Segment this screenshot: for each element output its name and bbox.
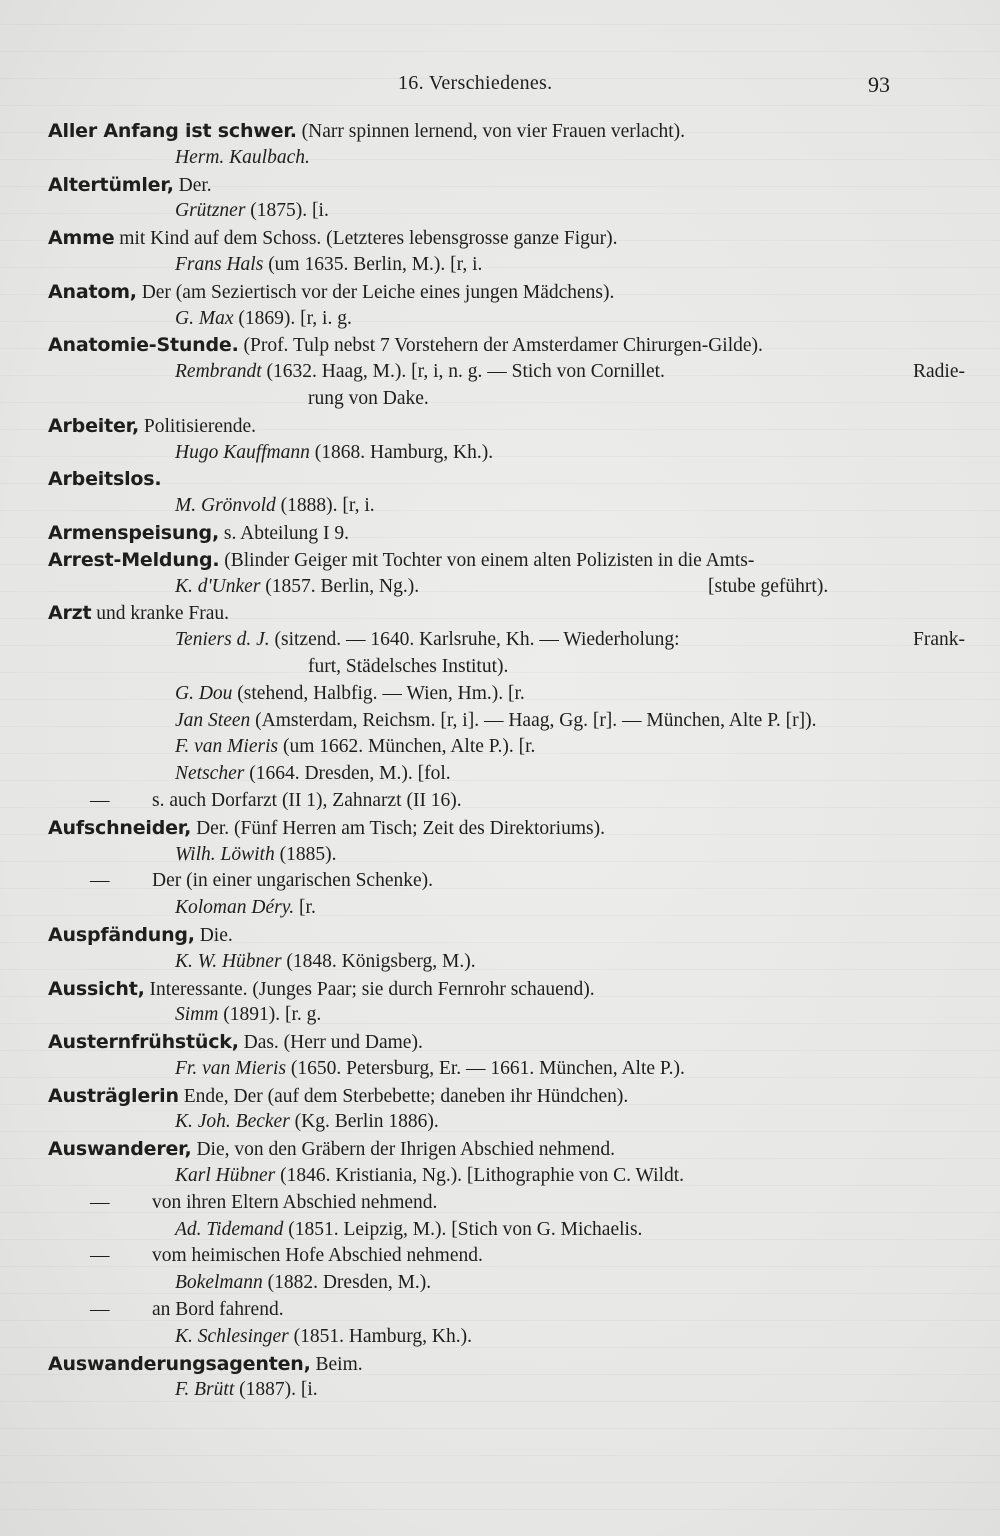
- citation-text: (1887). [i.: [234, 1379, 318, 1401]
- artist-name: M. Grönvold: [175, 495, 276, 517]
- repeat-dash: —: [90, 1299, 110, 1321]
- entry-subentry-line: [48, 1190, 928, 1217]
- entry-description: und kranke Frau.: [91, 603, 229, 625]
- headword: Auswanderungsagenten,: [48, 1352, 311, 1375]
- entry-citation-line: [48, 1002, 928, 1029]
- artist-name: Karl Hübner: [175, 1165, 276, 1187]
- citation-text: (1650. Petersburg, Er. — 1661. München, Alte P.).: [286, 1057, 685, 1079]
- citation-text: (1869). [r, i. g.: [233, 307, 352, 329]
- artist-name: Teniers d. J.: [175, 629, 270, 651]
- entry-description: Das. (Herr und Dame).: [238, 1032, 423, 1054]
- artist-name: Herm. Kaulbach.: [175, 146, 310, 168]
- headword: Aufschneider,: [48, 816, 192, 839]
- citation-text: (1848. Königsberg, M.).: [281, 950, 476, 972]
- entry-head-line: [48, 1083, 928, 1110]
- entry-citation-line: [48, 1056, 928, 1083]
- entry-citation-line: [48, 1324, 928, 1351]
- citation-text: (stehend, Halbfig. — Wien, Hm.). [r.: [232, 682, 525, 704]
- entry-head-line: [48, 1136, 928, 1163]
- subentry-text: an Bord fahrend.: [152, 1299, 284, 1321]
- entry-description: Der. (Fünf Herren am Tisch; Zeit des Direktoriums).: [191, 817, 605, 839]
- entry-citation-line: [48, 493, 928, 520]
- entry-description: s. Abteilung I 9.: [218, 522, 349, 544]
- entry-citation-line: [48, 198, 928, 225]
- artist-name: Hugo Kauffmann: [175, 441, 310, 463]
- citation-text: (1885).: [274, 843, 337, 865]
- citation-text: (Kg. Berlin 1886).: [289, 1111, 439, 1133]
- entry-citation-line: [48, 252, 928, 279]
- entry-description: Ende, Der (auf dem Sterbebette; daneben ihr Hündchen).: [178, 1085, 629, 1107]
- subentry-text: s. auch Dorfarzt (II 1), Zahnarzt (II 16).: [152, 789, 462, 811]
- artist-name: Rembrandt: [175, 361, 262, 383]
- entry-citation-line: [48, 734, 928, 761]
- headword: Anatomie-Stunde.: [48, 334, 239, 357]
- entry-citation-line: [48, 761, 928, 788]
- citation-text: [r.: [294, 897, 316, 919]
- entry-head-line: [48, 118, 928, 145]
- headword: Auspfändung,: [48, 923, 195, 946]
- citation-text: (1851. Hamburg, Kh.).: [288, 1325, 472, 1347]
- entry-citation-line: [48, 440, 928, 467]
- artist-name: Wilh. Löwith: [175, 843, 275, 865]
- citation-text: (1664. Dresden, M.). [fol.: [244, 763, 451, 785]
- entry-citation-line: [48, 306, 928, 333]
- entry-citation-line: [48, 708, 928, 735]
- entry-description: (Narr spinnen lernend, von vier Frauen verlacht).: [296, 121, 686, 142]
- entry-citation-line: [48, 1109, 928, 1136]
- entry-citation-line: [48, 842, 928, 869]
- headword: Anatom,: [48, 280, 137, 303]
- citation-text: (1882. Dresden, M.).: [262, 1272, 432, 1294]
- citation-text: (1846. Kristiania, Ng.). [Lithographie von C. Wildt.: [275, 1165, 685, 1187]
- entry-head-line: [48, 466, 928, 493]
- subentry-text: Der (in einer ungarischen Schenke).: [152, 870, 434, 892]
- entry-description: mit Kind auf dem Schoss. (Letzteres lebensgrosse ganze Figur).: [114, 228, 618, 250]
- entry-head-line: [48, 815, 928, 842]
- citation-text: (1875). [i.: [245, 200, 329, 222]
- entry-citation-line: [48, 681, 928, 708]
- page-number: 93: [868, 72, 890, 97]
- entry-citation-line: [48, 895, 928, 922]
- entry-subentry-line: [48, 1243, 928, 1270]
- artist-name: Fr. van Mieris: [175, 1057, 287, 1079]
- citation-text: furt, Städelsches Institut).: [308, 655, 509, 677]
- entry-description: Der.: [173, 174, 212, 196]
- repeat-dash: —: [90, 1245, 110, 1267]
- entry-description: Beim.: [310, 1353, 363, 1375]
- headword: Armenspeisung,: [48, 521, 219, 544]
- artist-name: K. d'Unker: [175, 575, 261, 597]
- citation-text: (1632. Haag, M.). [r, i, n. g. — Stich von Cornillet.: [261, 361, 665, 383]
- entry-subentry-line: [48, 868, 928, 895]
- artist-name: Frans Hals: [175, 253, 264, 275]
- entry-continuation-line: [48, 386, 928, 413]
- citation-text: (1851. Leipzig, M.). [Stich von G. Michaelis.: [283, 1218, 643, 1240]
- entry-citation-line: [48, 1377, 928, 1404]
- citation-text: (1857. Berlin, Ng.).: [260, 575, 420, 597]
- repeat-dash: —: [90, 870, 110, 892]
- entry-citation-line: [48, 359, 965, 386]
- artist-name: K. Joh. Becker: [175, 1111, 290, 1133]
- entry-citation-line: [48, 145, 928, 172]
- citation-text: (um 1635. Berlin, M.). [r, i.: [263, 253, 483, 275]
- citation-text: (Amsterdam, Reichsm. [r, i]. — Haag, Gg. [r]. — München, Alte P. [r]).: [250, 709, 817, 731]
- entry-citation-line: [48, 1270, 928, 1297]
- entry-citation-line: [48, 574, 928, 601]
- artist-name: Simm: [175, 1004, 219, 1026]
- repeat-dash: —: [90, 789, 110, 811]
- artist-name: G. Max: [175, 307, 234, 329]
- citation-text-end: Frank-: [913, 629, 965, 651]
- artist-name: Bokelmann: [175, 1272, 263, 1294]
- citation-text: rung von Dake.: [308, 387, 429, 409]
- entry-head-line: [48, 600, 928, 627]
- headword: Arbeiter,: [48, 414, 140, 437]
- artist-name: Jan Steen: [175, 709, 251, 731]
- headword: Arzt: [48, 602, 92, 625]
- entry-head-line: [48, 413, 928, 440]
- artist-name: Ad. Tidemand: [175, 1218, 284, 1240]
- headword: Amme: [48, 227, 115, 250]
- entry-head-line: [48, 922, 928, 949]
- section-title: 16. Verschiedenes.: [398, 72, 553, 94]
- entry-list: [48, 118, 965, 1404]
- entry-citation-line: [48, 949, 928, 976]
- entry-head-line: [48, 1351, 928, 1378]
- headword: Austräglerin: [48, 1084, 179, 1107]
- entry-description: (Prof. Tulp nebst 7 Vorstehern der Amsterdamer Chirurgen-Gilde).: [238, 335, 763, 357]
- artist-name: Koloman Déry.: [175, 897, 295, 919]
- entry-head-line: [48, 547, 928, 574]
- headword: Aussicht,: [48, 977, 145, 1000]
- entry-head-line: [48, 279, 928, 306]
- headword: Altertümler,: [48, 173, 174, 196]
- headword: Aller Anfang ist schwer.: [48, 120, 297, 142]
- artist-name: Grützner: [175, 200, 246, 222]
- citation-text: (1868. Hamburg, Kh.).: [309, 441, 494, 463]
- entry-head-line: [48, 520, 928, 547]
- headword: Arbeitslos.: [48, 468, 162, 491]
- entry-continuation-line: [48, 654, 928, 681]
- entry-description: Politisierende.: [139, 415, 257, 437]
- artist-name: F. van Mieris: [175, 736, 279, 758]
- artist-name: Netscher: [175, 763, 245, 785]
- headword: Austernfrühstück,: [48, 1031, 239, 1054]
- citation-text: (um 1662. München, Alte P.). [r.: [278, 736, 536, 758]
- entry-subentry-line: [48, 1297, 928, 1324]
- entry-description: Interessante. (Junges Paar; sie durch Fernrohr schauend).: [144, 978, 595, 1000]
- running-head: [0, 72, 1000, 102]
- subentry-text: von ihren Eltern Abschied nehmend.: [152, 1191, 438, 1213]
- citation-text: (1888). [r, i.: [275, 495, 375, 517]
- citation-text: (sitzend. — 1640. Karlsruhe, Kh. — Wiederholung:: [269, 629, 680, 651]
- entry-description: (Blinder Geiger mit Tochter von einem alten Polizisten in die Amts-: [219, 549, 755, 571]
- entry-citation-line: [48, 627, 965, 654]
- entry-subentry-line: [48, 788, 928, 815]
- subentry-text: vom heimischen Hofe Abschied nehmend.: [152, 1245, 483, 1267]
- entry-description: Die.: [194, 924, 233, 946]
- repeat-dash: —: [90, 1191, 110, 1213]
- entry-head-line: [48, 225, 928, 252]
- citation-text-end: Radie-: [913, 361, 965, 383]
- headword: Arrest-Meldung.: [48, 548, 220, 571]
- headword: Auswanderer,: [48, 1138, 192, 1161]
- entry-head-line: [48, 1029, 928, 1056]
- artist-name: G. Dou: [175, 682, 233, 704]
- entry-head-line: [48, 976, 928, 1003]
- artist-name: K. W. Hübner: [175, 950, 282, 972]
- entry-head-line: [48, 332, 928, 359]
- entry-citation-line: [48, 1217, 928, 1244]
- artist-name: K. Schlesinger: [175, 1325, 289, 1347]
- entry-head-line: [48, 172, 928, 199]
- entry-citation-line: [48, 1163, 928, 1190]
- citation-text: (1891). [r. g.: [218, 1004, 322, 1026]
- entry-description: Der (am Seziertisch vor der Leiche eines jungen Mädchens).: [136, 281, 615, 303]
- runover-text: [stube geführt).: [708, 575, 829, 597]
- entry-description: Die, von den Gräbern der Ihrigen Abschied nehmend.: [191, 1139, 616, 1161]
- artist-name: F. Brütt: [175, 1379, 235, 1401]
